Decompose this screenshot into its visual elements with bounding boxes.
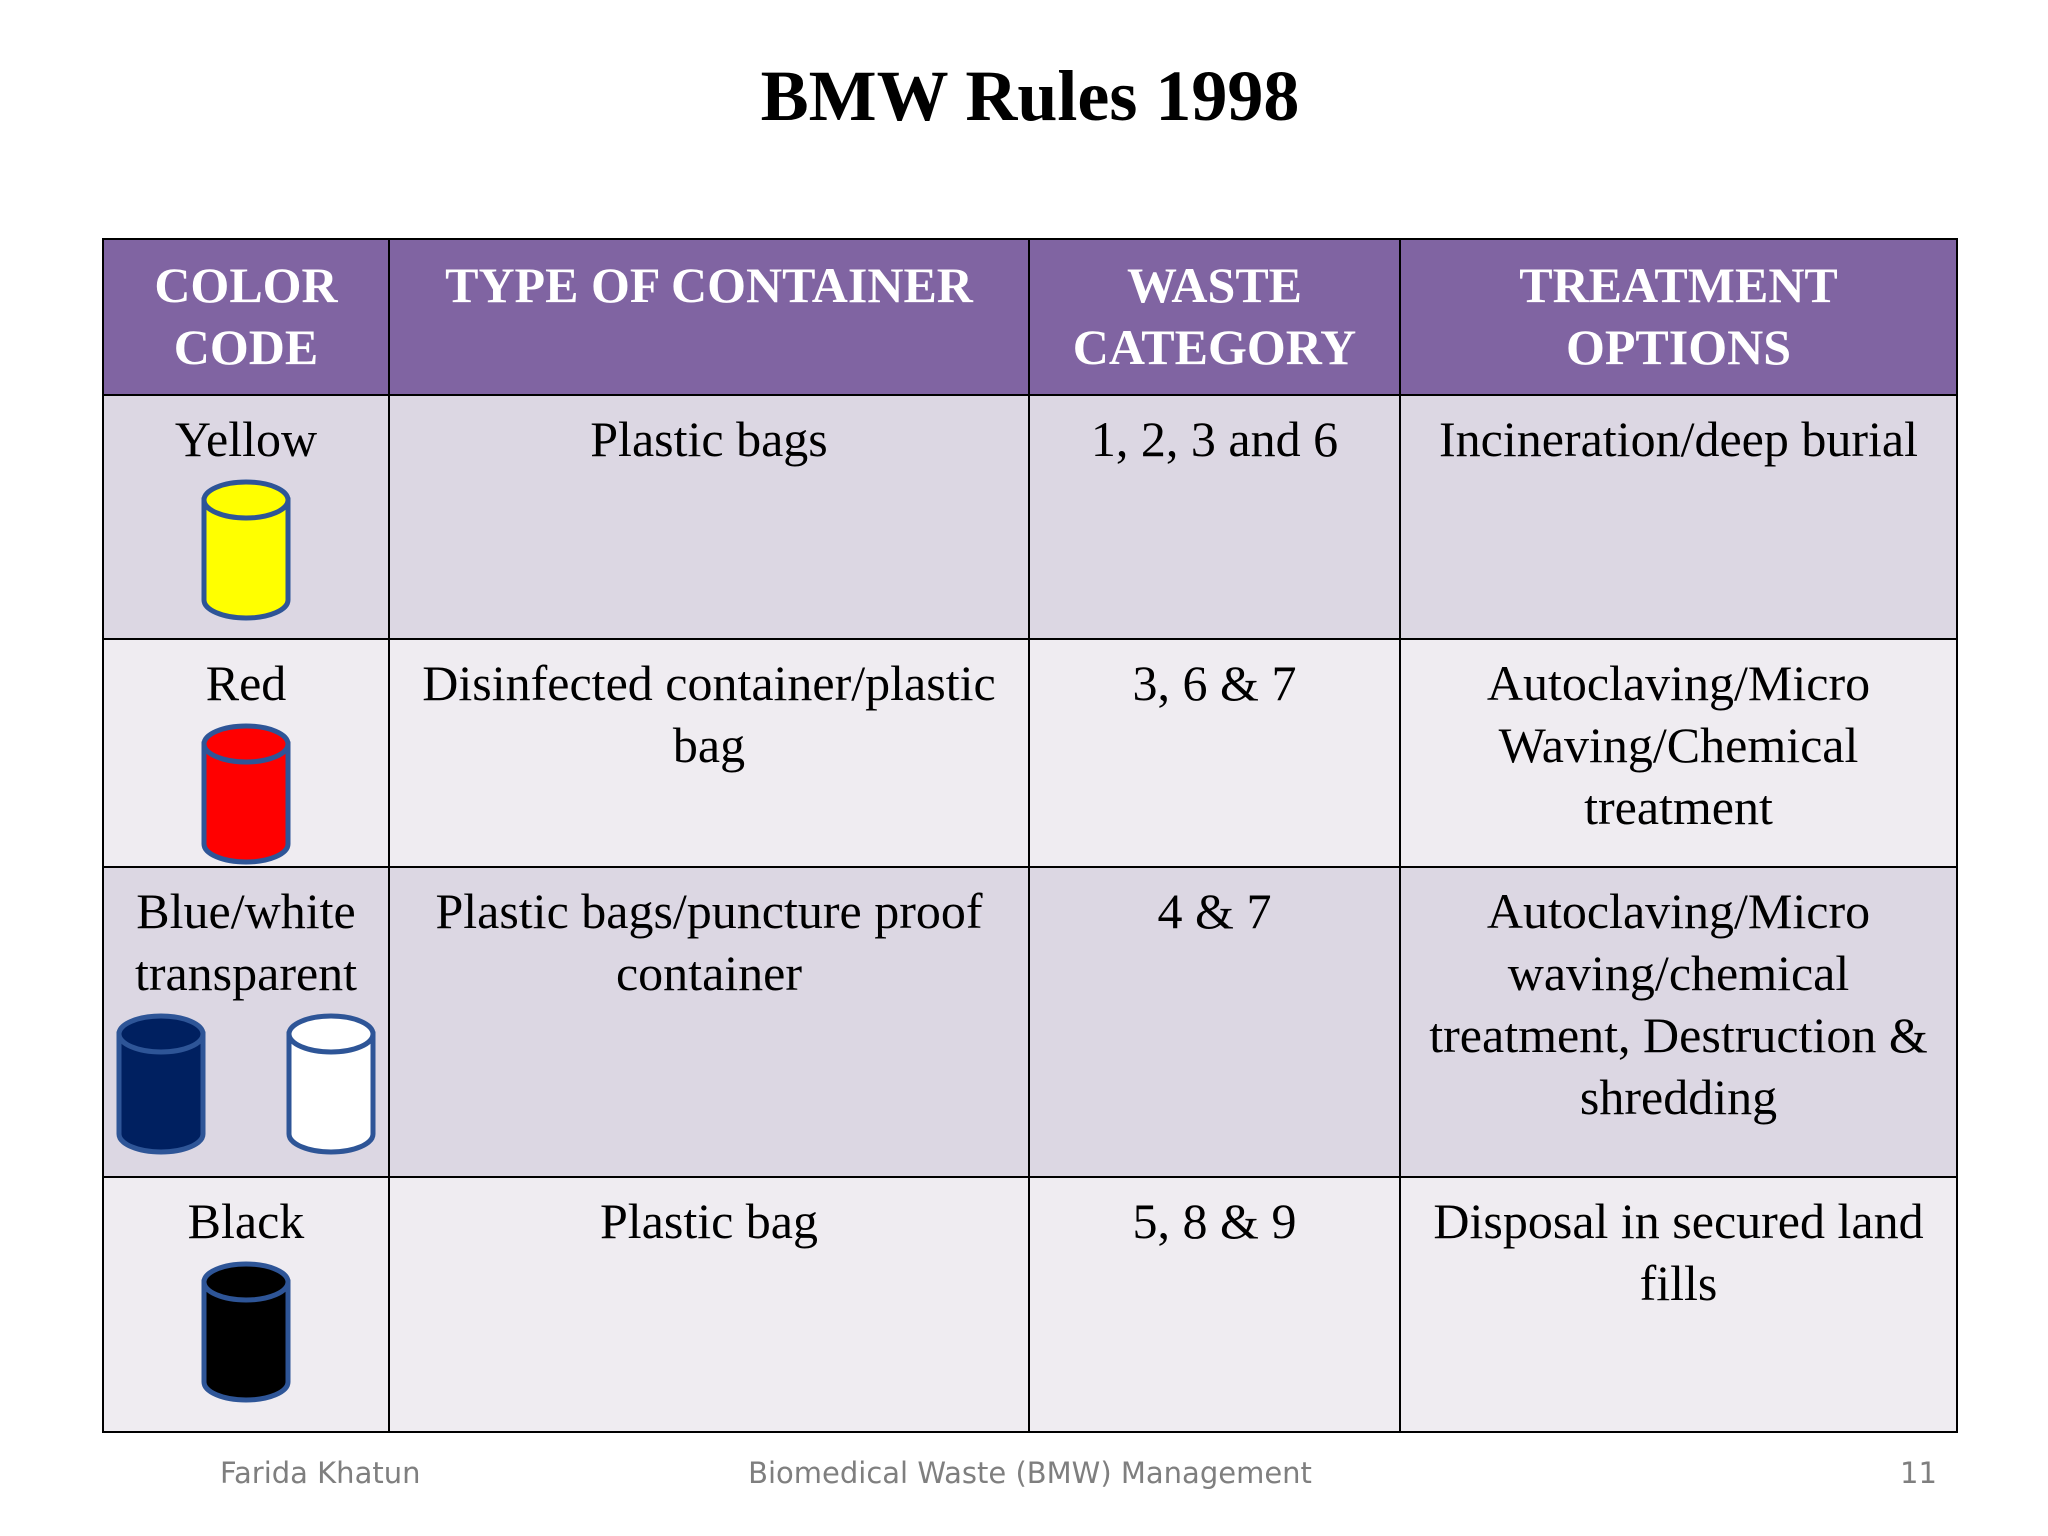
- white-bin-icon: [285, 1012, 377, 1156]
- table-header-row: [103, 239, 1957, 395]
- footer-page-number: 11: [1900, 1456, 1937, 1490]
- yellow-bin-icon: [200, 478, 292, 622]
- container-cell: Plastic bag: [389, 1177, 1029, 1432]
- category-cell: 5, 8 & 9: [1029, 1177, 1400, 1432]
- bin-icons: [104, 478, 388, 622]
- color-code-cell: [103, 639, 389, 867]
- color-code-cell: [103, 395, 389, 639]
- header-waste-category: WASTE CATEGORY: [1029, 239, 1400, 395]
- treatment-cell: Incineration/deep burial: [1400, 395, 1957, 639]
- table-row-yellow: [103, 395, 1957, 639]
- color-code-label: Yellow: [174, 411, 318, 467]
- header-treatment-options: TREATMENT OPTIONS: [1400, 239, 1957, 395]
- red-bin-icon: [200, 722, 292, 866]
- table-row-red: [103, 639, 1957, 867]
- treatment-cell: Disposal in secured land fills: [1400, 1177, 1957, 1432]
- footer-author: Farida Khatun: [220, 1456, 421, 1490]
- slide-title: BMW Rules 1998: [760, 56, 1300, 136]
- container-cell: Plastic bags: [389, 395, 1029, 639]
- treatment-cell: Autoclaving/Micro Waving/Chemical treatment: [1400, 639, 1957, 867]
- black-bin-icon: [200, 1260, 292, 1404]
- category-cell: 4 & 7: [1029, 867, 1400, 1177]
- category-cell: 3, 6 & 7: [1029, 639, 1400, 867]
- bin-icons: [104, 1260, 388, 1404]
- color-code-label: Black: [187, 1193, 305, 1249]
- color-code-cell: [103, 1177, 389, 1432]
- treatment-cell: Autoclaving/Micro waving/chemical treatment, Destruction & shredding: [1400, 867, 1957, 1177]
- color-code-label: Blue/white transparent: [134, 883, 358, 1001]
- footer-topic: Biomedical Waste (BMW) Management: [748, 1456, 1312, 1490]
- color-code-cell: [103, 867, 389, 1177]
- table-row-blue-white: [103, 867, 1957, 1177]
- bin-icons: [104, 722, 388, 866]
- header-color-code: COLOR CODE: [103, 239, 389, 395]
- category-cell: 1, 2, 3 and 6: [1029, 395, 1400, 639]
- bin-icons: [104, 1012, 388, 1156]
- color-code-label: Red: [205, 655, 287, 711]
- bmw-rules-table: [102, 238, 1958, 1433]
- container-cell: Plastic bags/puncture proof container: [389, 867, 1029, 1177]
- header-container-type: TYPE OF CONTAINER: [389, 239, 1029, 395]
- container-cell: Disinfected container/plastic bag: [389, 639, 1029, 867]
- table-row-black: [103, 1177, 1957, 1432]
- blue-bin-icon: [115, 1012, 207, 1156]
